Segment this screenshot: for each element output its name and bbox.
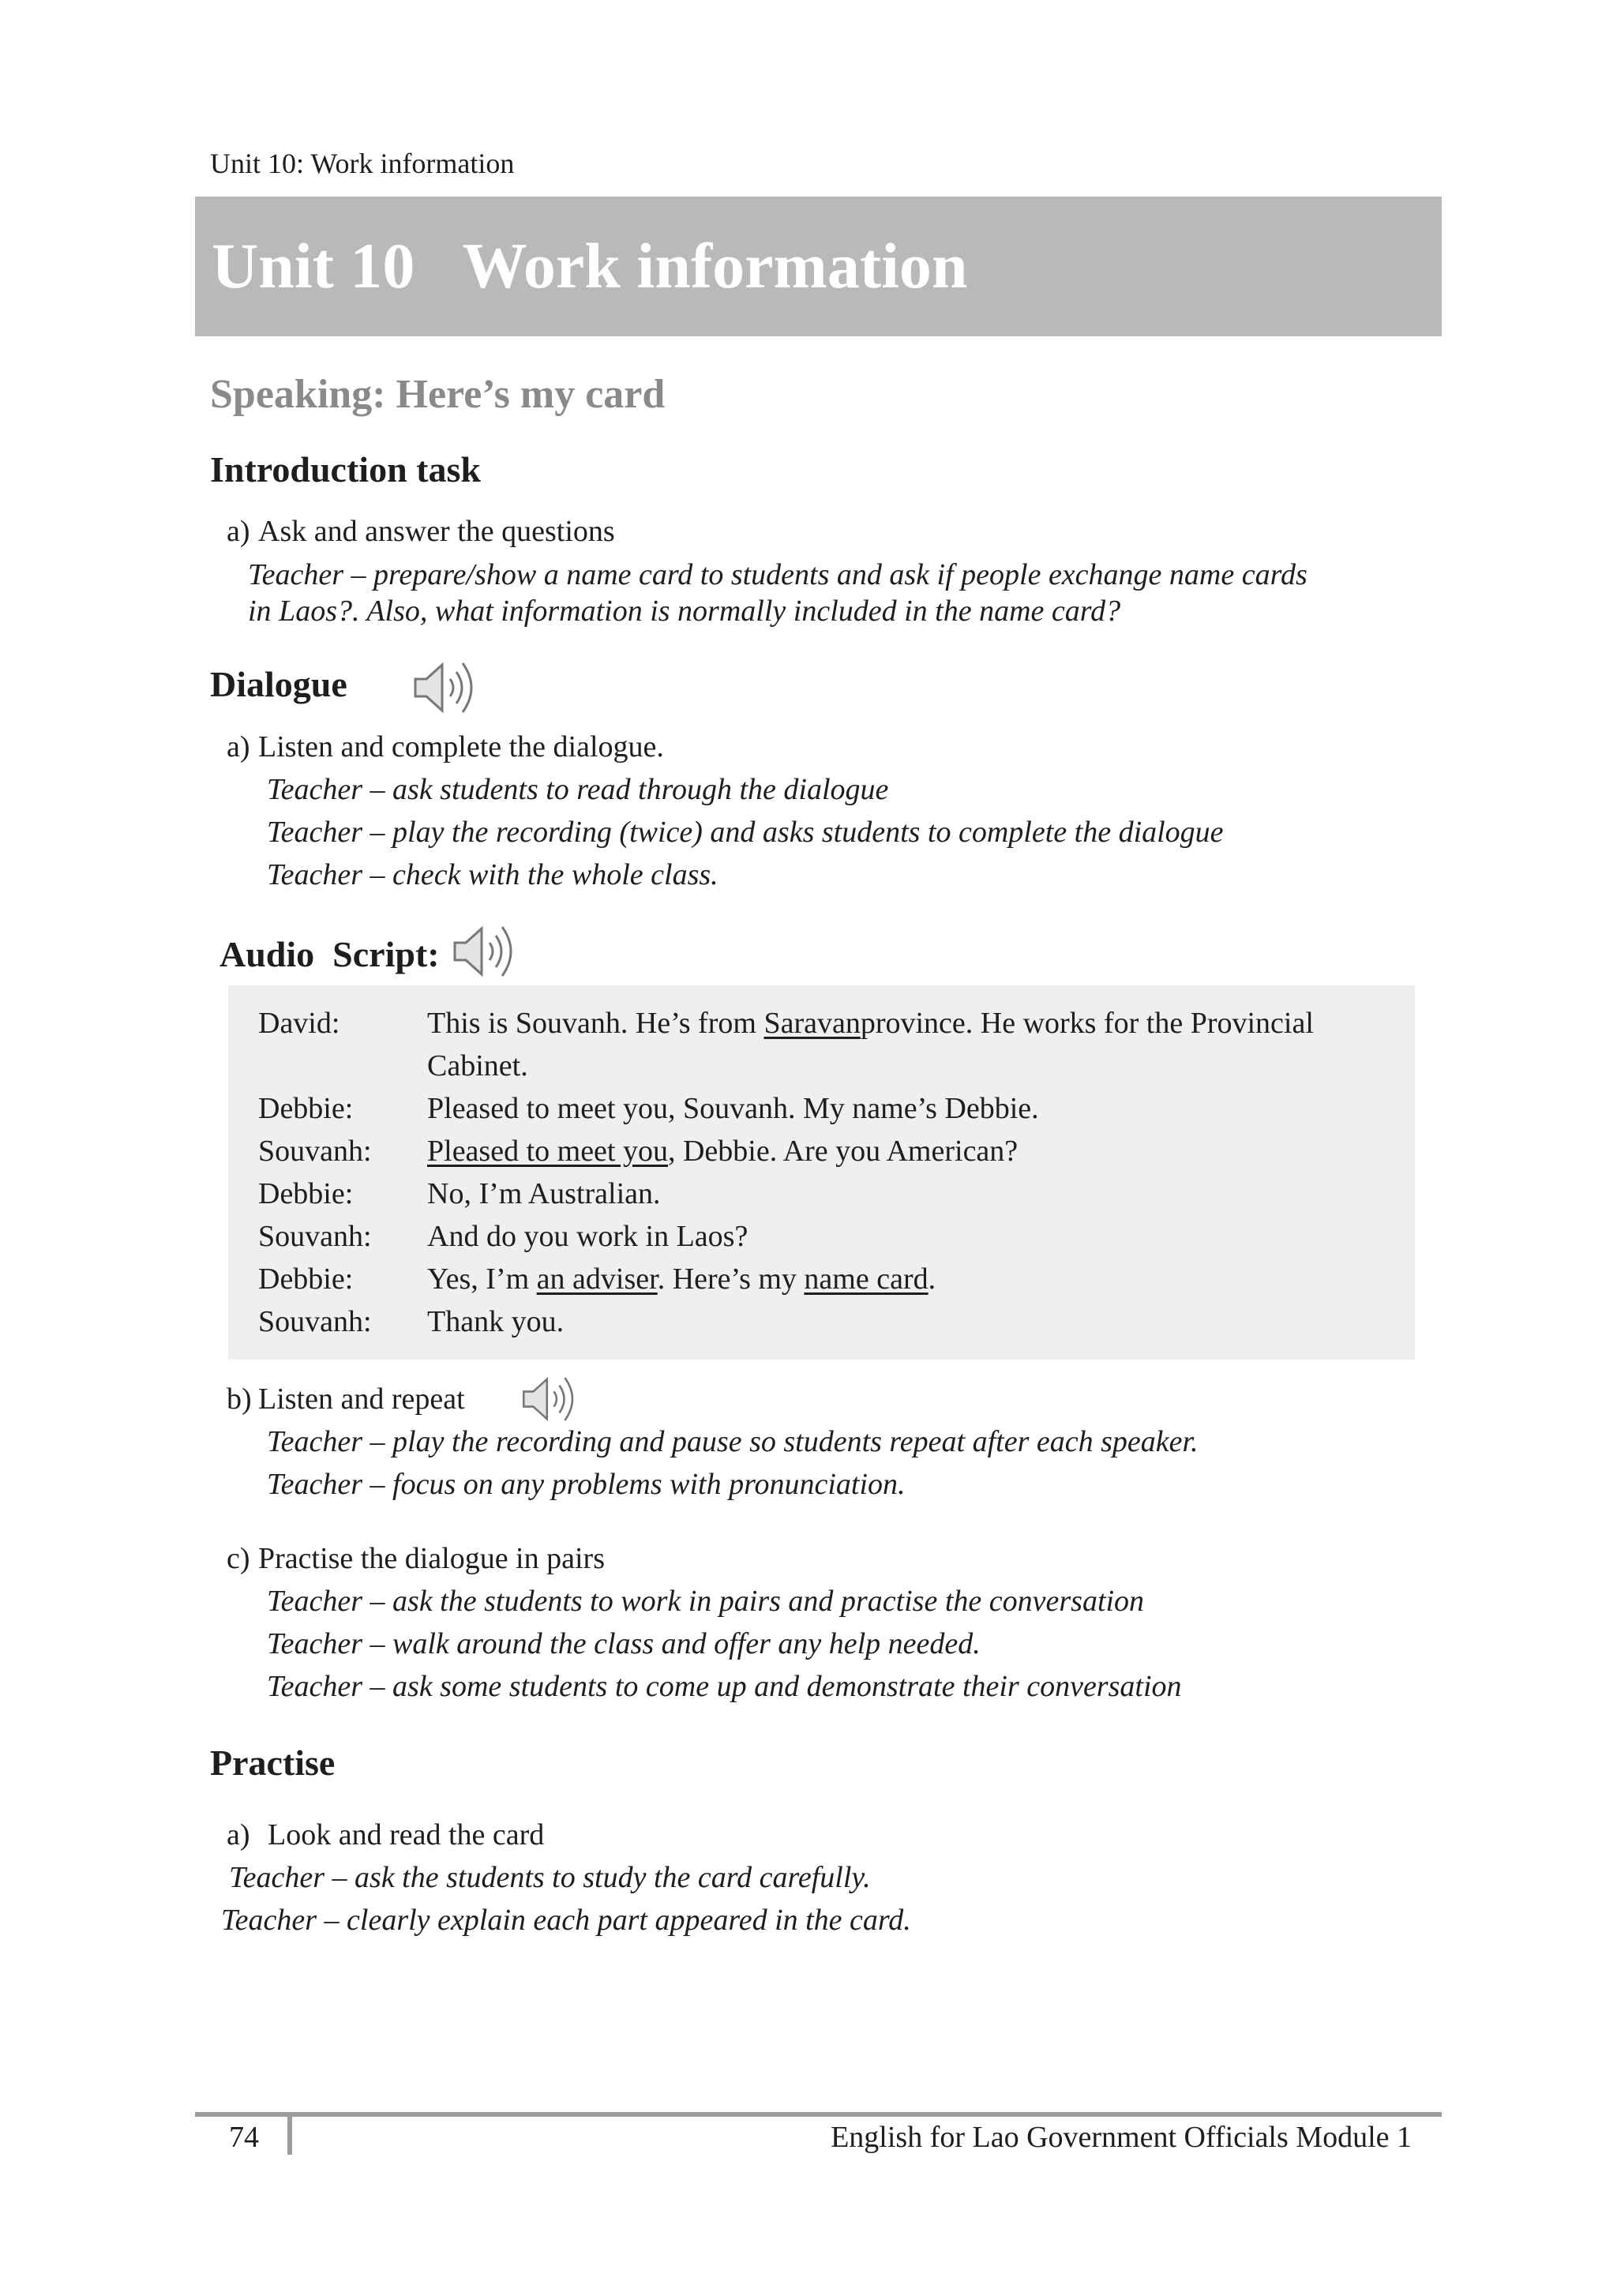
script-text: And do you work in Laos? xyxy=(427,1220,748,1253)
script-underlined: an adviser xyxy=(536,1262,658,1296)
practise-teacher-note-2: Teacher – clearly explain each part appeared in the card. xyxy=(221,1904,911,1937)
pairs-teacher-note-2: Teacher – walk around the class and offer any help needed. xyxy=(267,1627,981,1660)
repeat-item-text: Listen and repeat xyxy=(258,1382,465,1416)
practise-item-text: Look and read the card xyxy=(268,1818,545,1851)
intro-item-marker: a) xyxy=(227,515,250,548)
repeat-item-marker: b) xyxy=(227,1382,252,1416)
speaker-icon[interactable] xyxy=(520,1372,583,1426)
practise-item xyxy=(227,1818,544,1852)
script-underlined: Saravan xyxy=(763,1007,861,1040)
script-text xyxy=(427,1134,1018,1169)
unit-title xyxy=(212,229,968,303)
pairs-item xyxy=(227,1541,605,1576)
dialogue-teacher-note-1: Teacher – ask students to read through the dialogue xyxy=(267,773,889,806)
speaker-icon[interactable] xyxy=(450,921,523,982)
script-text: Cabinet. xyxy=(427,1049,528,1082)
dialogue-teacher-note-3: Teacher – check with the whole class. xyxy=(267,858,718,891)
script-speaker: Souvanh: xyxy=(258,1220,372,1253)
audio-script-heading: Audio Script: xyxy=(219,934,440,974)
repeat-item xyxy=(227,1382,465,1416)
intro-teacher-note-2: in Laos?. Also, what information is normally included in the name card? xyxy=(248,595,1121,628)
unit-number: Unit 10 xyxy=(212,230,415,302)
script-speaker: Debbie: xyxy=(258,1262,354,1296)
footer-rule xyxy=(195,2112,1442,2117)
script-text: Thank you. xyxy=(427,1305,565,1338)
pairs-teacher-note-1: Teacher – ask the students to work in pairs and practise the conversation xyxy=(267,1585,1145,1618)
dialogue-item-text: Listen and complete the dialogue. xyxy=(258,730,664,763)
script-speaker: Debbie: xyxy=(258,1092,354,1125)
repeat-teacher-note-2: Teacher – focus on any problems with pronunciation. xyxy=(267,1468,906,1501)
script-text: Pleased to meet you, Souvanh. My name’s Debbie. xyxy=(427,1092,1039,1125)
page-number: 74 xyxy=(229,2121,259,2154)
script-text-part: . xyxy=(928,1262,936,1296)
script-text-part: This is Souvanh. He’s from xyxy=(427,1007,764,1040)
script-text xyxy=(427,1262,936,1296)
speaker-icon[interactable] xyxy=(411,657,483,718)
script-text-part: . Here’s my xyxy=(657,1262,805,1296)
script-text-part: Yes, I’m xyxy=(427,1262,537,1296)
practise-item-marker: a) xyxy=(227,1818,250,1851)
section-heading: Speaking: Here’s my card xyxy=(210,372,666,417)
script-underlined: Pleased to meet you xyxy=(427,1135,668,1168)
intro-item-text: Ask and answer the questions xyxy=(258,515,615,548)
script-text xyxy=(427,1006,1314,1041)
script-text: No, I’m Australian. xyxy=(427,1177,661,1210)
unit-topic: Work information xyxy=(462,230,968,302)
intro-teacher-note-1: Teacher – prepare/show a name card to students and ask if people exchange name cards xyxy=(248,558,1307,591)
dialogue-item xyxy=(227,730,664,764)
dialogue-item-marker: a) xyxy=(227,730,250,763)
script-speaker: Souvanh: xyxy=(258,1135,372,1168)
book-title: English for Lao Government Officials Module 1 xyxy=(831,2121,1412,2154)
script-text-part: province. He works for the Provincial xyxy=(860,1007,1314,1040)
repeat-teacher-note-1: Teacher – play the recording and pause so students repeat after each speaker. xyxy=(267,1425,1199,1458)
dialogue-heading: Dialogue xyxy=(210,664,347,704)
intro-heading: Introduction task xyxy=(210,449,481,490)
practise-teacher-note-1: Teacher – ask the students to study the card carefully. xyxy=(229,1861,871,1894)
audio-script-box xyxy=(228,985,1415,1360)
script-speaker: Souvanh: xyxy=(258,1305,372,1338)
pairs-teacher-note-3: Teacher – ask some students to come up and demonstrate their conversation xyxy=(267,1670,1182,1703)
pairs-item-text: Practise the dialogue in pairs xyxy=(258,1542,605,1575)
practise-heading: Practise xyxy=(210,1743,336,1783)
running-head: Unit 10: Work information xyxy=(210,148,515,179)
dialogue-teacher-note-2: Teacher – play the recording (twice) and asks students to complete the dialogue xyxy=(267,816,1224,849)
script-text-part: , Debbie. Are you American? xyxy=(667,1135,1019,1168)
intro-item xyxy=(227,514,615,549)
footer-divider xyxy=(287,2117,292,2155)
script-speaker: David: xyxy=(258,1007,340,1040)
pairs-item-marker: c) xyxy=(227,1542,250,1575)
script-speaker: Debbie: xyxy=(258,1177,354,1210)
script-underlined: name card xyxy=(804,1262,929,1296)
